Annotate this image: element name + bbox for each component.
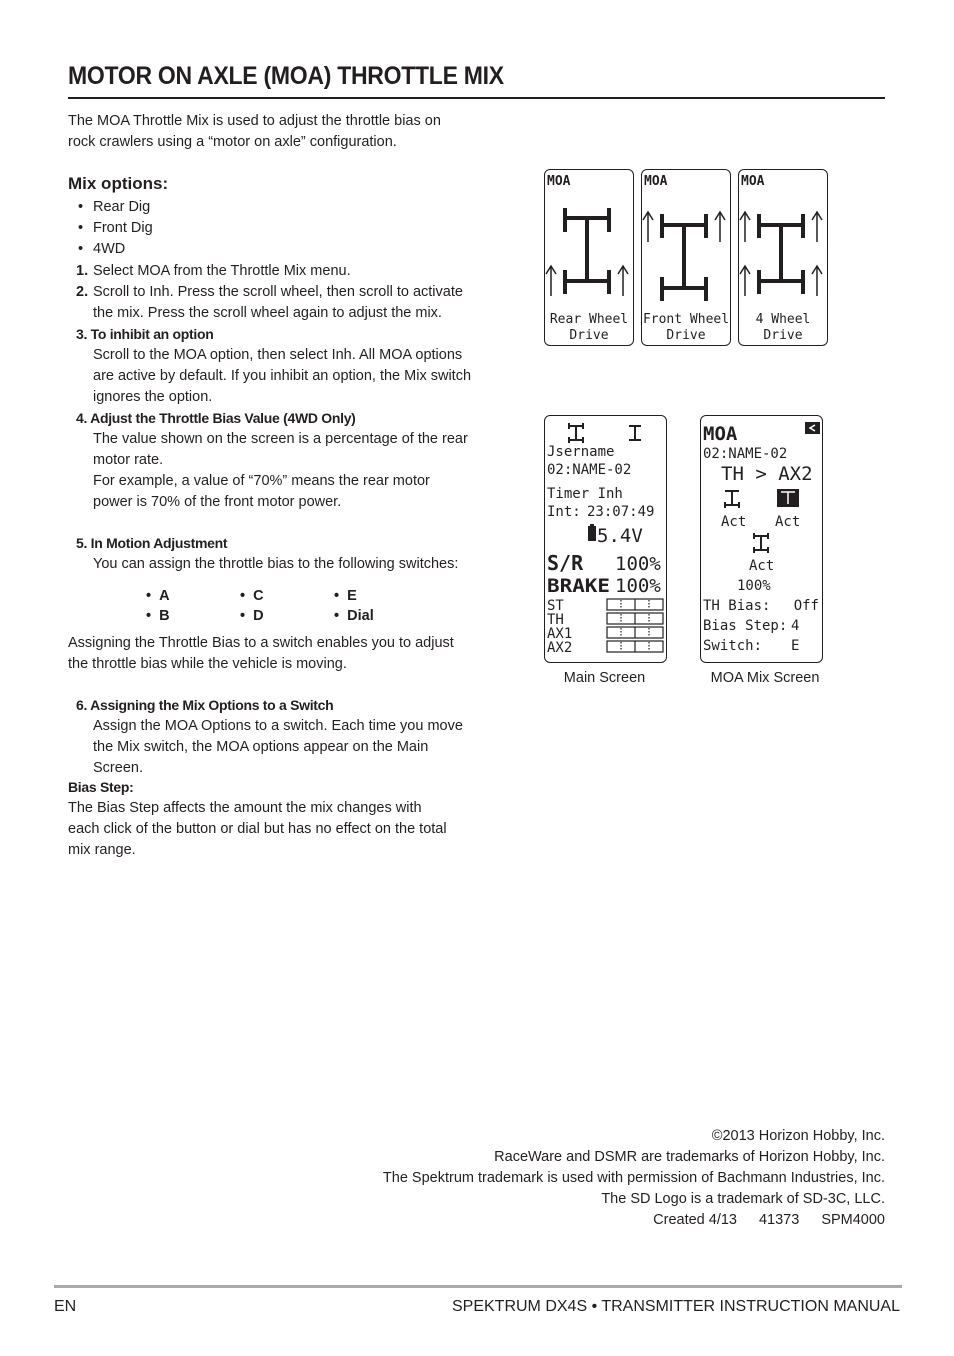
trademark-line: The SD Logo is a trademark of SD-3C, LLC. bbox=[601, 1191, 885, 1207]
mix-options-heading: Mix options: bbox=[68, 174, 169, 193]
screen-header: MOA bbox=[547, 174, 571, 189]
list-item: • 4WD bbox=[78, 241, 126, 257]
th-bias-label: TH Bias: bbox=[703, 598, 771, 614]
sr-label: S/R bbox=[547, 551, 584, 575]
drive-label: Drive bbox=[666, 328, 706, 343]
four-wheel-drive-axle-icon bbox=[759, 214, 803, 294]
step-3-text: Scroll to the MOA option, then select Inh. All MOA options are active by default. If you inhibit an option, the Mix switch ignores the option. bbox=[93, 347, 472, 405]
switch-label: Switch: bbox=[703, 638, 763, 654]
copyright: ©2013 Horizon Hobby, Inc. bbox=[711, 1128, 885, 1144]
battery-icon bbox=[588, 524, 596, 541]
model-name: 02:NAME-02 bbox=[547, 462, 632, 478]
assign-paragraph: Assigning the Throttle Bias to a switch enables you to adjust the throttle bias while the vehicle is moving. bbox=[68, 635, 454, 672]
main-screen-caption: Main Screen bbox=[563, 670, 646, 686]
switch-c: C bbox=[253, 588, 264, 604]
drive-label: 4 Wheel bbox=[755, 312, 811, 327]
drive-label: Front Wheel bbox=[642, 312, 730, 327]
step-5-heading: 5. In Motion Adjustment bbox=[76, 535, 228, 551]
drive-label: Drive bbox=[763, 328, 803, 343]
front-wheel-drive-screen bbox=[641, 169, 731, 346]
four-wheel-axle-icon bbox=[754, 533, 768, 553]
rear-status: Act bbox=[721, 514, 747, 530]
title-rule bbox=[68, 97, 885, 99]
step-6-text: Assign the MOA Options to a switch. Each time you move the Mix switch, the MOA options appear on the Main Screen. bbox=[93, 718, 463, 776]
switch-e: E bbox=[347, 588, 357, 604]
step-6-heading: 6. Assigning the Mix Options to a Switch bbox=[76, 697, 334, 713]
four-wheel-status: Act bbox=[749, 558, 775, 574]
channel-assign: TH > AX2 bbox=[721, 463, 813, 485]
timer: Timer Inh bbox=[547, 486, 623, 502]
switch-a: A bbox=[159, 588, 170, 604]
bias-step-label: Bias Step: bbox=[703, 618, 788, 634]
bias-percent: 100% bbox=[737, 578, 771, 594]
front-status: Act bbox=[775, 514, 801, 530]
page-title: MOTOR ON AXLE (MOA) THROTTLE MIX bbox=[68, 62, 504, 90]
step-4-text: The value shown on the screen is a percentage of the rear motor rate. bbox=[93, 431, 468, 468]
switch-column-1: • A • B bbox=[146, 588, 170, 624]
sr-value: 100% bbox=[615, 553, 661, 575]
bias-step-value: 4 bbox=[791, 618, 800, 634]
footer-manual-title: SPEKTRUM DX4S • TRANSMITTER INSTRUCTION MANUAL bbox=[451, 1298, 900, 1315]
step-3-heading: 3. To inhibit an option bbox=[76, 326, 214, 342]
list-item: • Rear Dig bbox=[78, 199, 151, 215]
battery-voltage: 5.4V bbox=[597, 525, 643, 547]
moa-mix-screen bbox=[700, 415, 823, 663]
front-drive-axle-icon bbox=[662, 214, 706, 301]
step-2: 2. Scroll to Inh. Press the scroll wheel, then scroll to activate the mix. Press the scroll wheel again to adjust the mix. bbox=[76, 284, 463, 321]
brake-value: 100% bbox=[615, 575, 661, 597]
bar-label-th: TH bbox=[547, 612, 564, 628]
step-4-example: For example, a value of “70%” means the rear motor power is 70% of the front motor power. bbox=[93, 473, 430, 510]
four-wheel-drive-screen bbox=[738, 169, 828, 346]
step-1: 1. Select MOA from the Throttle Mix menu. bbox=[76, 263, 351, 279]
step-4-heading: 4. Adjust the Throttle Bias Value (4WD Only) bbox=[76, 410, 356, 426]
switch-b: B bbox=[159, 608, 170, 624]
back-icon bbox=[805, 422, 820, 434]
axle-icon bbox=[569, 423, 583, 443]
bar-label-ax1: AX1 bbox=[547, 626, 573, 642]
trademark-line: RaceWare and DSMR are trademarks of Horizon Hobby, Inc. bbox=[494, 1149, 885, 1165]
front-axle-icon-highlighted bbox=[777, 489, 799, 507]
footer-rule bbox=[54, 1285, 902, 1288]
moa-mix-screen-caption: MOA Mix Screen bbox=[710, 670, 820, 686]
channel-bars bbox=[607, 599, 663, 652]
switch-d: D bbox=[253, 608, 264, 624]
th-bias-value: Off bbox=[793, 598, 819, 614]
footer-language: EN bbox=[54, 1298, 77, 1315]
bias-step-section bbox=[68, 777, 448, 861]
rear-axle-icon bbox=[725, 491, 739, 508]
list-item: • Front Dig bbox=[78, 220, 153, 236]
username: Jsername bbox=[547, 444, 615, 460]
step-5-text: You can assign the throttle bias to the following switches: bbox=[93, 556, 459, 572]
switch-dial: Dial bbox=[347, 608, 374, 624]
credits bbox=[383, 1126, 885, 1231]
drive-label: Rear Wheel bbox=[549, 312, 629, 327]
rear-drive-axle-icon bbox=[565, 208, 609, 294]
bias-step-heading: Bias Step: bbox=[68, 779, 134, 795]
mix-options-list bbox=[78, 197, 153, 260]
screen-header: MOA bbox=[741, 174, 765, 189]
drive-label: Drive bbox=[569, 328, 609, 343]
steps-list bbox=[76, 261, 471, 575]
bar-label-ax2: AX2 bbox=[547, 640, 573, 656]
int-label: Int: bbox=[547, 504, 581, 520]
created-line: Created 4/13 41373 SPM4000 bbox=[653, 1212, 885, 1228]
switch-value: E bbox=[791, 638, 800, 654]
model-name: 02:NAME-02 bbox=[703, 446, 788, 462]
trademark-line: The Spektrum trademark is used with permission of Bachmann Industries, Inc. bbox=[382, 1170, 885, 1186]
bias-step-text: The Bias Step affects the amount the mix changes with each click of the button or dial but has no effect on the total mix range. bbox=[68, 800, 447, 858]
intro-paragraph: The MOA Throttle Mix is used to adjust the throttle bias on rock crawlers using a “motor on axle” configuration. bbox=[68, 113, 441, 150]
main-screen bbox=[544, 415, 667, 663]
rear-wheel-drive-screen bbox=[544, 169, 634, 346]
switch-column-3: • E • Dial bbox=[334, 588, 374, 624]
brake-label: BRAKE bbox=[547, 575, 610, 597]
switch-column-2: • C • D bbox=[240, 588, 264, 624]
int-time: 23:07:49 bbox=[587, 504, 655, 520]
step-6 bbox=[76, 695, 471, 779]
bar-label-st: ST bbox=[547, 598, 564, 614]
screen-header: MOA bbox=[644, 174, 668, 189]
moa-screen-header: MOA bbox=[703, 423, 738, 445]
axle-icon bbox=[629, 426, 641, 440]
